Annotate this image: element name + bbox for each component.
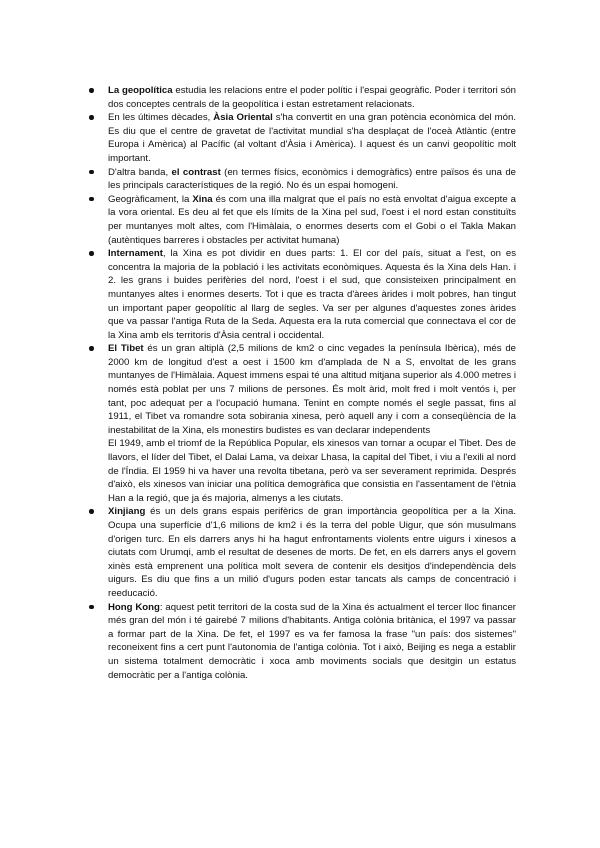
list-item	[86, 193, 516, 247]
bullet-icon	[89, 346, 94, 351]
list-item	[86, 84, 516, 111]
paragraph-text: En les últimes dècades,	[108, 112, 214, 124]
bold-term: Xina	[192, 193, 213, 205]
bold-term: Internament	[108, 248, 163, 260]
list-item	[86, 505, 516, 600]
paragraph-continuation: El 1949, amb el triomf de la República Popular, els xinesos van tornar a ocupar el Tibet. Des de llavors, el líder del Tibet, el Dalai Lama, va deixar Lhasa, la capital del Tibet, i viu a l'exili al nord de l'Índia. El 1959 hi va haver una revolta tibetana, però va ser severament reprimida. Després d'això, els xinesos van iniciar una política demogràfica que consistia en l'assentament de l'ètnia Han a la regió, que ja és majoria, almenys a les ciutats.	[108, 438, 516, 504]
paragraph	[108, 247, 516, 342]
bullet-icon	[89, 509, 94, 514]
paragraph-text: Geogràficament, la	[108, 193, 193, 205]
paragraph-text: estudia les relacions entre el poder polític i l'espai geogràfic. Poder i territori són dos conceptes centrals de la geopolítica i estan estretament relacionats.	[108, 85, 516, 110]
paragraph-text: D'altra banda,	[108, 166, 172, 178]
bold-term: El Tibet	[108, 343, 144, 355]
bullet-icon	[89, 197, 94, 202]
paragraph	[108, 84, 516, 111]
paragraph	[108, 193, 516, 247]
list-item	[86, 166, 516, 193]
bullet-icon	[89, 170, 94, 175]
paragraph	[108, 601, 516, 683]
paragraph-text: és com una illa malgrat que el país no està envoltat d'aigua excepte a la vora oriental. Es deu al fet que els límits de la Xina pel sud, l'oest i el nord estan constituïts per muntanyes molt altes, com l'Himàlaia, o enormes deserts com el Gobi o el Takla Makan (autèntiques barreres i obstacles per activitat humana)	[108, 193, 516, 246]
paragraph	[108, 111, 516, 165]
bullet-icon	[89, 605, 94, 610]
paragraph	[108, 166, 516, 193]
paragraph-text: és un gran altiplà (2,5 milions de km2 o cinc vegades la península Ibèrica), més de 2000 km de longitud d'est a oest i 1500 km d'amplada de N a S, envoltat de les grans muntanyes de l'Himàlaia. Aquest immens espai té una altitud mitjana superior als 4.000 metres i només està poblat per uns 7 milions de persones. És molt àrid, molt fred i molt ventós i, per tant, poc adequat per a l'ocupació humana. Tenint en compte només el segle passat, fins al 1911, el Tibet va romandre sota sobirania xinesa, però aquell any i com a conseqüència de la inestabilitat de la Xina, els monestirs budistes es van declarar independents	[108, 343, 516, 436]
list-item	[86, 601, 516, 683]
bold-term: La geopolítica	[108, 85, 173, 96]
bullet-icon	[89, 88, 94, 93]
bold-term: Hong Kong	[108, 601, 160, 613]
paragraph-text: (en termes físics, econòmics i demogràfics) entre països és una de les principals característiques de la regió. No és un espai homogeni.	[108, 166, 516, 192]
list-item	[86, 247, 516, 342]
paragraph-text: , la Xina es pot dividir en dues parts: 1. El cor del país, situat a l'est, on es concentra la majoria de la població i les activitats econòmiques. Aquesta és la Xina dels Han. i 2. les grans i buides perifèries del nord, l'oest i el sud, que consisteixen principalment en muntanyes altes i enormes deserts. Tot i que es tracta d'àrees àrides i molt pobres, han tingut un important paper geopolític al llarg de segles. Va ser per algunes d'aquestes zones àrides que va passar l'antiga Ruta de la Seda. Aquesta era la ruta comercial que connectava el cor de la Xina amb els territoris d'Àsia central i occidental.	[108, 248, 516, 341]
list-item	[86, 111, 516, 165]
paragraph	[108, 342, 516, 437]
bold-term: el contrast	[171, 166, 221, 178]
paragraph-text: : aquest petit territori de la costa sud de la Xina és actualment el tercer lloc financer més gran del món i té gairebé 7 milions d'habitants. Antiga colònia britànica, el 1997 va passar a formar part de la Xina. De fet, el 1997 es va fer famosa la frase "un país: dos sistemes" reconeixent fins a cert punt l'autonomia de l'antiga colònia. Tot i això, Beijing es nega a establir un sistema totalment democràtic i xoca amb moviments socials que desitgin un estatus democràtic per a l'antiga colònia.	[108, 601, 517, 681]
bullet-icon	[89, 115, 94, 120]
paragraph	[108, 505, 516, 600]
paragraph-text: s'ha convertit en una gran potència econòmica del món. Es diu que el centre de gravetat de l'activitat mundial s'ha desplaçat de l'oceà Atlàntic (entre Europa i Amèrica) al Pacífic (al voltant d'Àsia i Amèrica). I aquest és un canvi geopolític molt important.	[108, 112, 516, 164]
bullet-list	[86, 84, 516, 682]
paragraph-text: és un dels grans espais perifèrics de gran importància geopolítica per a la Xina. Ocupa una superfície d'1,6 milions de km2 i és la terra del poble Uigur, que són musulmans d'origen turc. En els darrers anys hi ha hagut enfrontaments violents entre uigurs i xinesos a ciutats com Urumqi, amb el resultat de desenes de morts. De fet, en els darrers anys el govern xinès està emprenent una política molt severa de contenir els desitjos d'independència dels uigurs. Es diu que fins a un milió d'ugurs poden estar tancats als camps de concentració i reeducació.	[108, 506, 516, 599]
bullet-icon	[89, 251, 94, 256]
bold-term: Xinjiang	[108, 506, 146, 518]
bold-term: Àsia Oriental	[213, 112, 273, 124]
list-item	[86, 342, 516, 505]
